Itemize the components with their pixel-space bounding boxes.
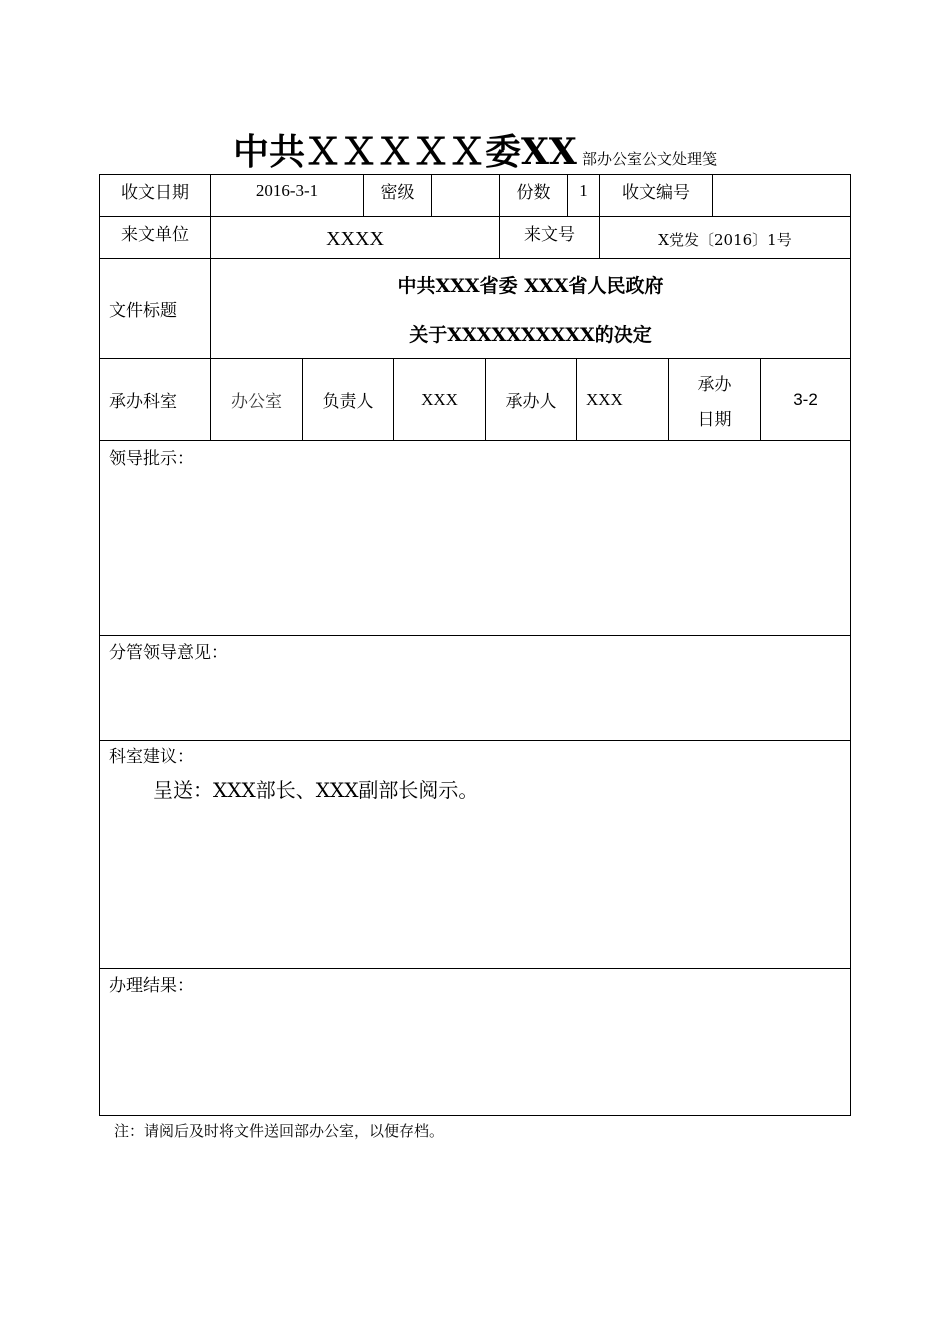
handling-dept-label: 承办科室 [99,358,210,440]
title-main: 中共ＸＸＸＸＸ委XX [233,131,577,173]
leader-instructions-block [99,440,850,635]
receive-date-label: 收文日期 [99,174,210,216]
handling-dept-value: 办公室 [210,358,302,440]
handling-date-label-line-1: 承办 [697,374,732,395]
handling-date-value: 3-2 [760,358,850,440]
document-title [0,124,950,175]
branch-leader-opinion-label: 分管领导意见： [109,643,228,663]
handling-date-label [668,358,760,440]
handler-label: 承办人 [485,358,576,440]
receive-number-value [712,174,850,216]
copies-label: 份数 [499,174,567,216]
handler-value: XXX [576,358,668,440]
footer-note: 注：请阅后及时将文件送回部办公室，以便存档。 [114,1122,445,1140]
table-right-border [850,174,851,1116]
section-suggestion-text: 呈送：XXX部长、XXX副部长阅示。 [153,778,479,802]
secret-level-value [431,174,499,216]
section-suggestion-label: 科室建议： [109,747,194,767]
source-unit-value: XXXX [210,216,499,258]
leader-instructions-label: 领导批示： [109,449,194,469]
document-number-value: X党发〔2016〕1号 [599,216,850,258]
document-title-line-2: 关于XXXXXXXXXX的决定 [409,324,652,346]
copies-value: 1 [567,174,599,216]
owner-label: 负责人 [302,358,393,440]
handling-result-label: 办理结果： [109,976,194,996]
document-title-label: 文件标题 [99,258,210,358]
secret-level-label: 密级 [363,174,431,216]
title-sub: 部办公室公文处理笺 [581,150,717,168]
owner-value: XXX [393,358,485,440]
table-bottom-border [99,1115,851,1116]
handling-result-block [99,968,850,1115]
receive-number-label: 收文编号 [599,174,712,216]
handling-date-label-line-2: 日期 [697,409,732,430]
receive-date-value: 2016-3-1 [210,174,363,216]
source-unit-label: 来文单位 [99,216,210,258]
document-title-cell [210,258,850,358]
document-title-line-1: 中共XXX省委 XXX省人民政府 [397,275,664,297]
document-number-label: 来文号 [499,216,599,258]
